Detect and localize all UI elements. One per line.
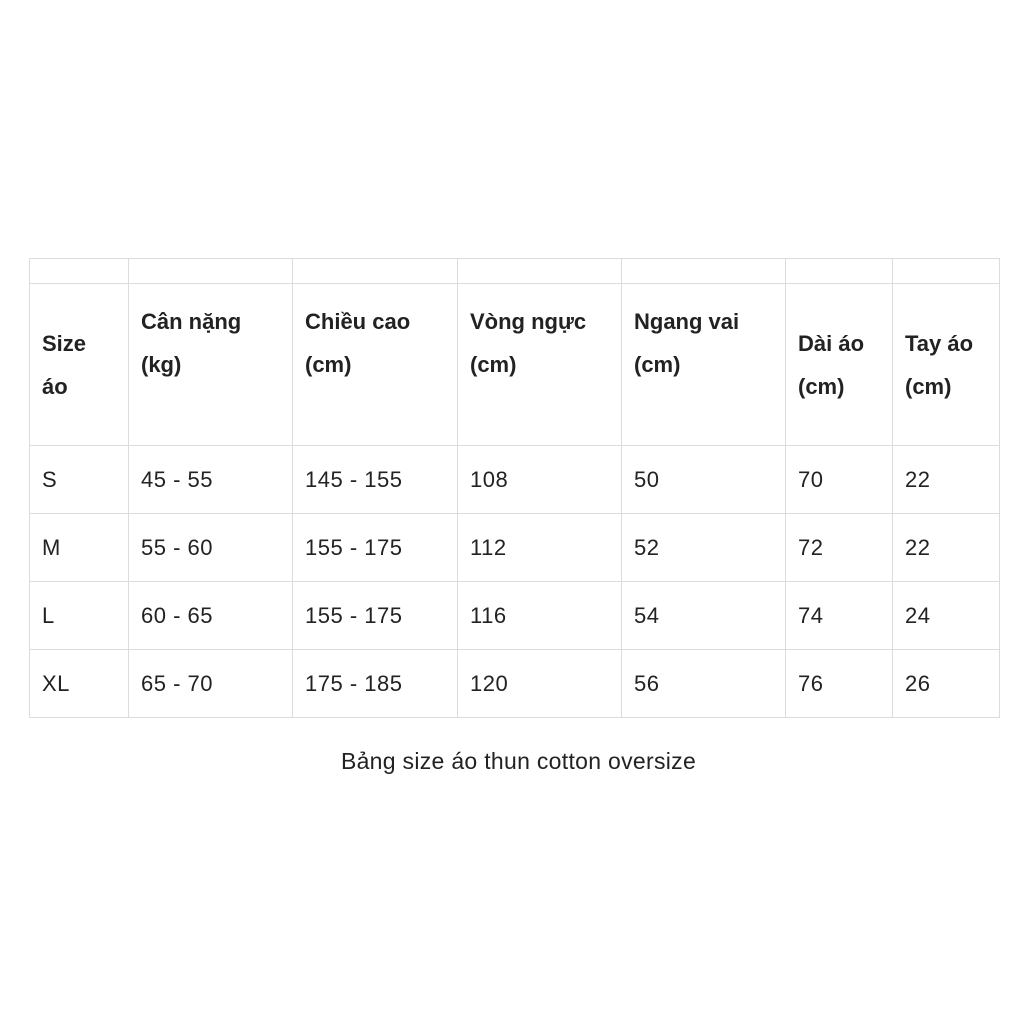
- cell-size: M: [30, 514, 129, 582]
- empty-cell: [622, 259, 786, 284]
- cell-height: 155 - 175: [293, 582, 458, 650]
- header-sleeve: Tay áo (cm): [893, 284, 1000, 446]
- header-size: Size áo: [30, 284, 129, 446]
- cell-shoulder: 56: [622, 650, 786, 718]
- table-row: [30, 650, 1000, 718]
- empty-cell: [786, 259, 893, 284]
- empty-top-row: [30, 259, 1000, 284]
- cell-weight: 55 - 60: [129, 514, 293, 582]
- table-row: [30, 582, 1000, 650]
- cell-weight: 65 - 70: [129, 650, 293, 718]
- cell-sleeve: 26: [893, 650, 1000, 718]
- cell-size: L: [30, 582, 129, 650]
- table-caption: Bảng size áo thun cotton oversize: [340, 748, 697, 774]
- cell-sleeve: 22: [893, 514, 1000, 582]
- empty-cell: [293, 259, 458, 284]
- size-chart-table: [29, 258, 1000, 718]
- cell-shoulder: 50: [622, 446, 786, 514]
- cell-length: 76: [786, 650, 893, 718]
- header-chest: Vòng ngực (cm): [458, 284, 622, 446]
- cell-shoulder: 52: [622, 514, 786, 582]
- cell-height: 145 - 155: [293, 446, 458, 514]
- cell-sleeve: 24: [893, 582, 1000, 650]
- cell-length: 74: [786, 582, 893, 650]
- header-height: Chiều cao (cm): [293, 284, 458, 446]
- cell-chest: 112: [458, 514, 622, 582]
- header-weight: Cân nặng (kg): [129, 284, 293, 446]
- header-shoulder: Ngang vai (cm): [622, 284, 786, 446]
- cell-weight: 60 - 65: [129, 582, 293, 650]
- cell-weight: 45 - 55: [129, 446, 293, 514]
- cell-sleeve: 22: [893, 446, 1000, 514]
- cell-length: 72: [786, 514, 893, 582]
- cell-height: 175 - 185: [293, 650, 458, 718]
- cell-chest: 120: [458, 650, 622, 718]
- table-row: [30, 514, 1000, 582]
- cell-chest: 108: [458, 446, 622, 514]
- cell-height: 155 - 175: [293, 514, 458, 582]
- empty-cell: [893, 259, 1000, 284]
- empty-cell: [458, 259, 622, 284]
- cell-chest: 116: [458, 582, 622, 650]
- empty-cell: [30, 259, 129, 284]
- header-length: Dài áo (cm): [786, 284, 893, 446]
- header-row: [30, 284, 1000, 446]
- cell-length: 70: [786, 446, 893, 514]
- table-row: [30, 446, 1000, 514]
- cell-size: S: [30, 446, 129, 514]
- cell-size: XL: [30, 650, 129, 718]
- cell-shoulder: 54: [622, 582, 786, 650]
- empty-cell: [129, 259, 293, 284]
